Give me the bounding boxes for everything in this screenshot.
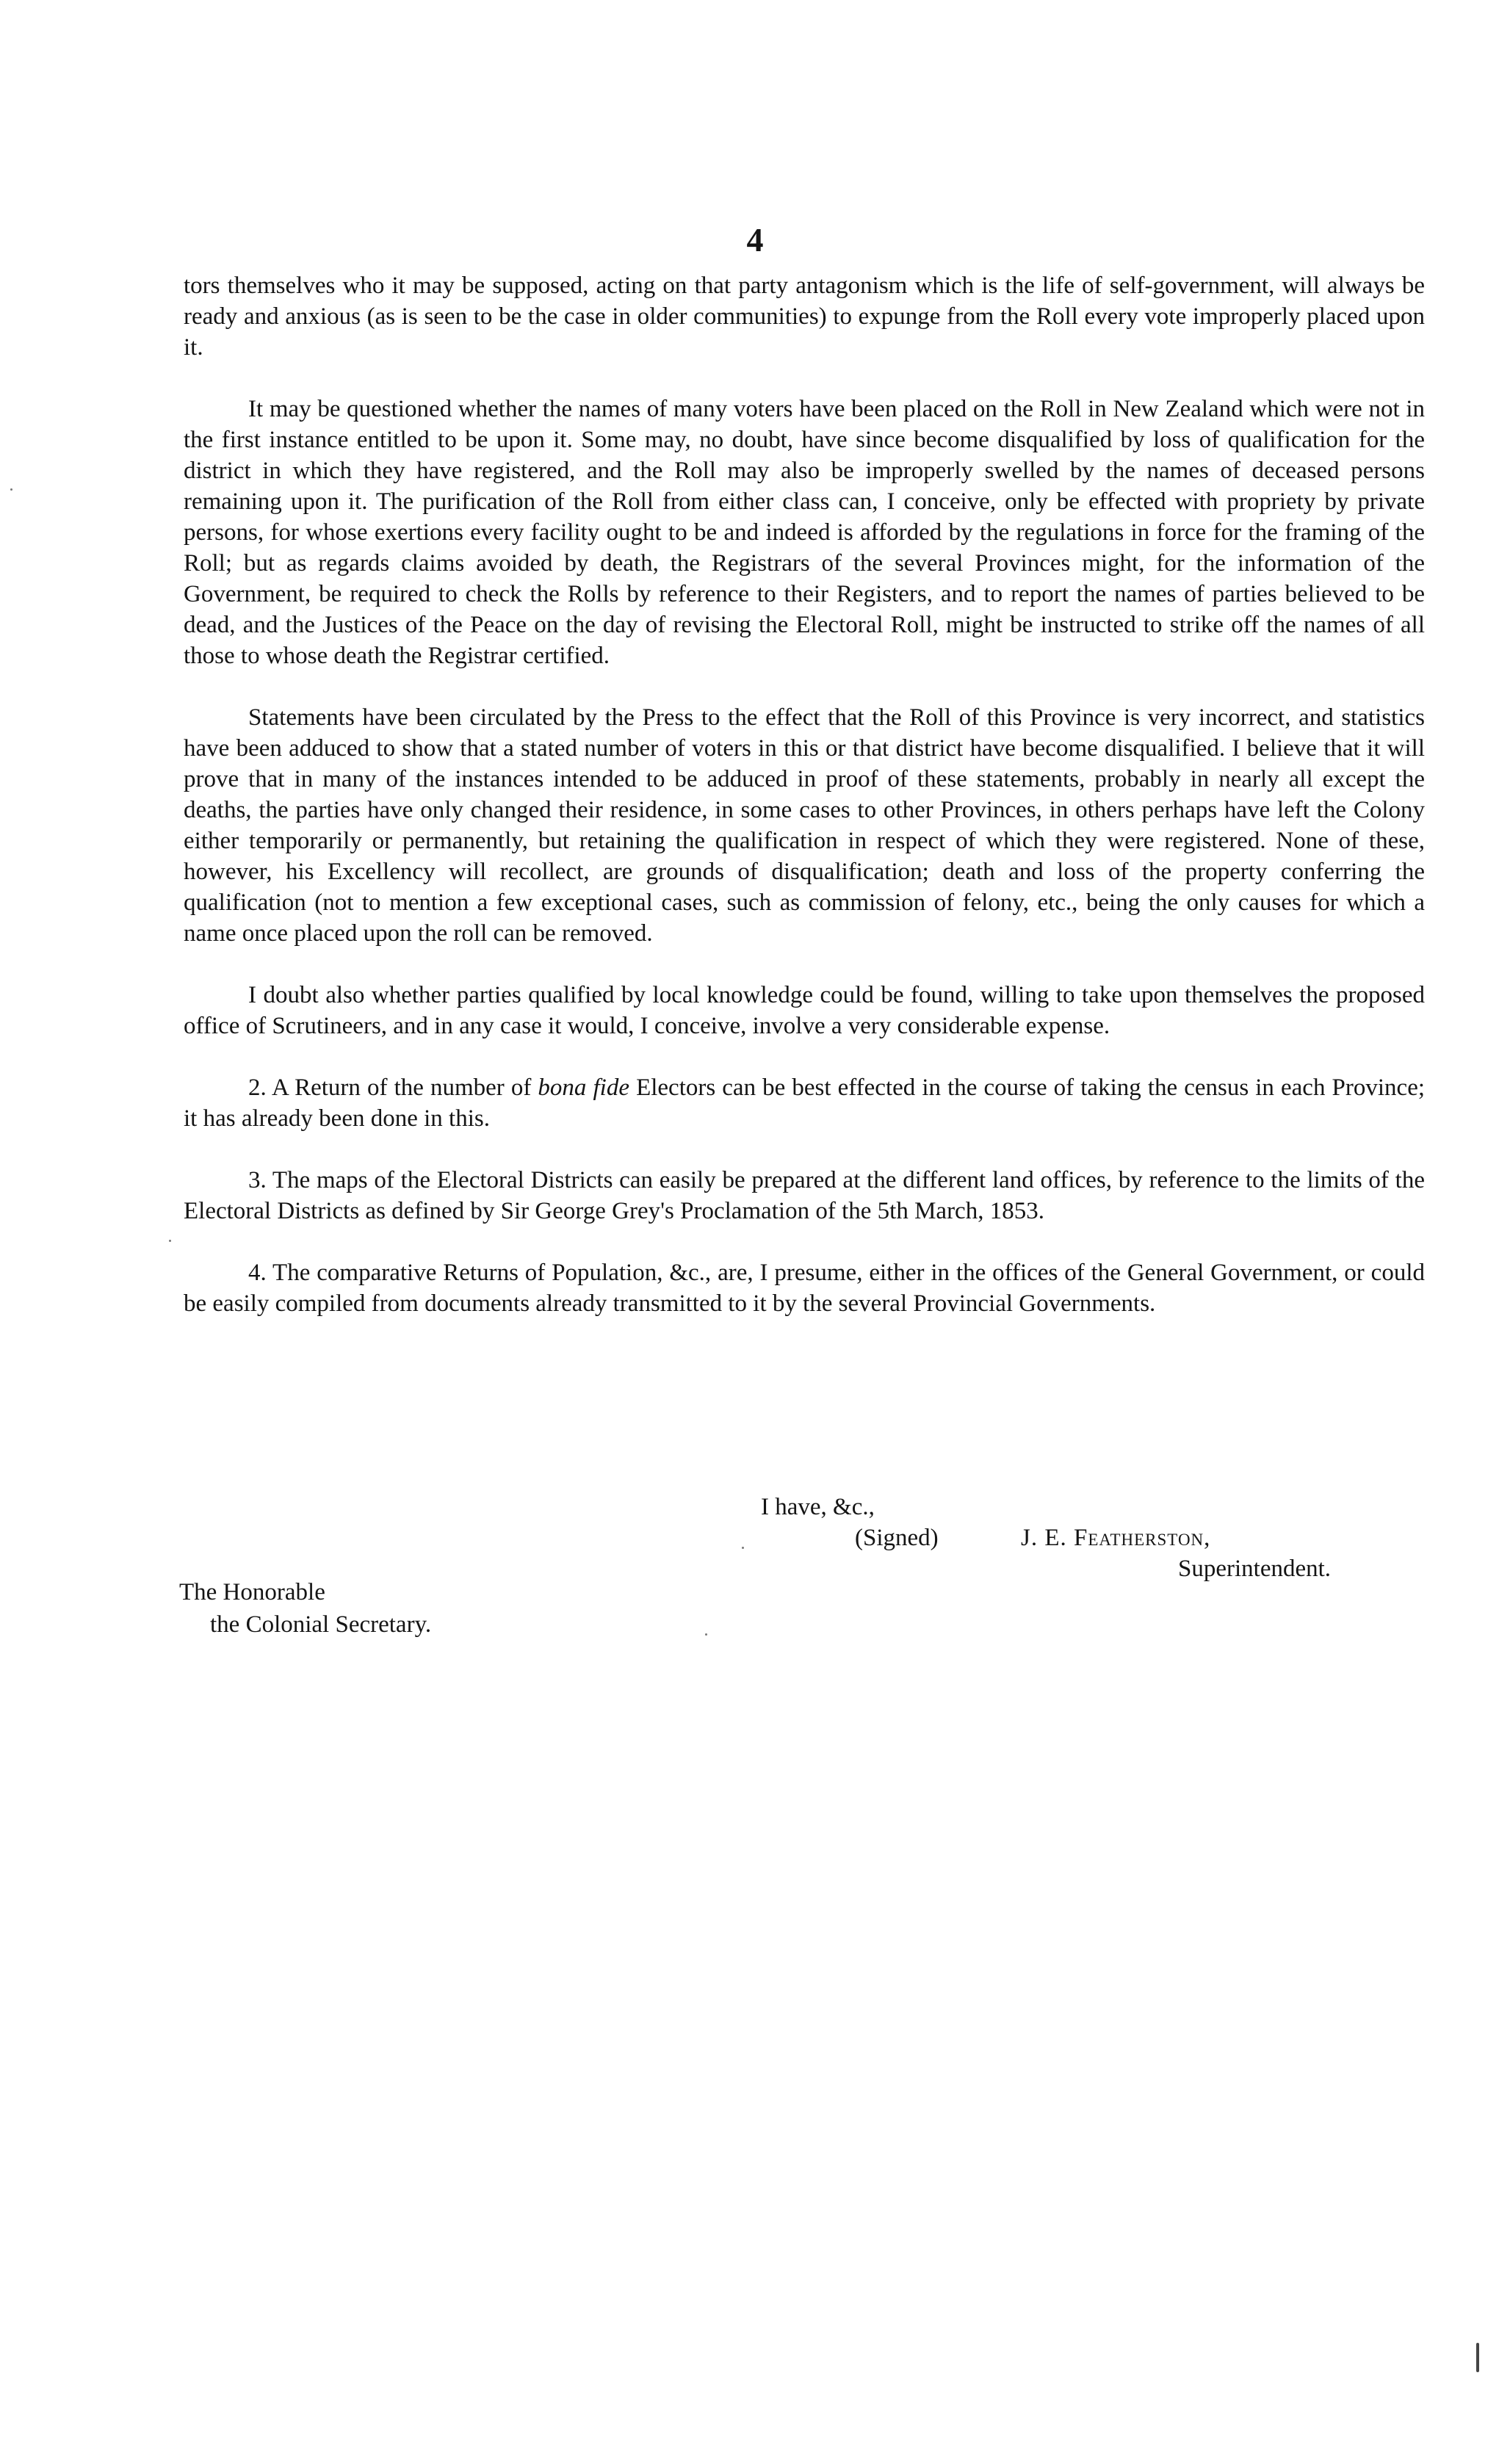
item-3-electoral-maps: 3. The maps of the Electoral Districts can easily be prepared at the different land offices, by reference to the limits of the Electoral Districts as defined by Sir George Grey's Proclamation of the 5th March, 1853. bbox=[184, 1167, 1425, 1224]
letter-body bbox=[184, 270, 1425, 1350]
page-number: 4 bbox=[746, 221, 764, 259]
paper-mark bbox=[1476, 2343, 1479, 2372]
item-2-text-before: 2. A Return of the number of bbox=[248, 1074, 538, 1101]
paragraph-scrutineers: I doubt also whether parties qualified by local knowledge could be found, willing to take upon themselves the proposed office of Scrutineers, and in any case it would, I conceive, involve a very considerable expense. bbox=[184, 982, 1425, 1039]
item-2-return-of-electors bbox=[184, 1072, 1425, 1134]
paper-speck bbox=[742, 1547, 744, 1549]
item-2-text-after: Electors can be best effected in the course of taking the census in each Province; it has already been done in this. bbox=[184, 1074, 1426, 1132]
addressee bbox=[179, 1576, 431, 1641]
paragraph-press-statements: Statements have been circulated by the Press to the effect that the Roll of this Province is very incorrect, and statistics have been adduced to show that a stated number of voters in this or that district have become disqualified. I believe that it will prove that in many of the instances intended to be adduced in proof of these statements, probably in nearly all except the deaths, the parties have only changed their residence, in some cases to other Provinces, in others perhaps have left the Colony either temporarily or permanently, but retaining the qualification in respect of which they were registered. None of these, however, his Excellency will recollect, are grounds of disqualification; death and loss of the property conferring the qualification (not to mention a few exceptional cases, such as commission of felony, etc., being the only causes for which a name once placed upon the roll can be removed. bbox=[184, 704, 1425, 947]
paper-speck bbox=[705, 1633, 707, 1636]
addressee-line-2: the Colonial Secretary. bbox=[210, 1611, 432, 1638]
signatory-name: J. E. Featherston, bbox=[1021, 1525, 1211, 1551]
item-2-italic-term: bona fide bbox=[538, 1074, 629, 1101]
signed-label: (Signed) bbox=[855, 1525, 939, 1551]
paragraph-roll-purification: It may be questioned whether the names of many voters have been placed on the Roll in New Zealand which were not in the first instance entitled to be upon it. Some may, no doubt, have since become disqualified by loss of qualification for the district in which they have registered, and the Roll may also be improperly swelled by the names of deceased persons remaining upon it. The purification of the Roll from either class can, I conceive, only be effected with propriety by private persons, for whose exertions every facility ought to be and indeed is afforded by the regulations in force for the framing of the Roll; but as regards claims avoided by death, the Registrars of the several Provinces might, for the information of the Government, be required to check the Rolls by reference to their Registers, and to report the names of parties believed to be dead, and the Justices of the Peace on the day of revising the Electoral Roll, might be instructed to strike off the names of all those to whose death the Registrar certified. bbox=[184, 396, 1425, 669]
paragraph-continuation: tors themselves who it may be supposed, acting on that party antagonism which is the life of self-government, will always be ready and anxious (as is seen to be the case in older communities) to expunge from the Roll every vote improperly placed upon it. bbox=[184, 272, 1425, 361]
signatory-title: Superintendent. bbox=[1178, 1556, 1332, 1582]
paper-speck bbox=[10, 488, 12, 491]
paper-speck bbox=[169, 1240, 171, 1242]
addressee-line-1: The Honorable bbox=[179, 1579, 325, 1605]
item-4-population-returns: 4. The comparative Returns of Population, &c., are, I presume, either in the offices of the General Government, or could be easily compiled from documents already transmitted to it by the several Provincial Governments. bbox=[184, 1260, 1425, 1317]
closing-phrase: I have, &c., bbox=[761, 1494, 875, 1520]
